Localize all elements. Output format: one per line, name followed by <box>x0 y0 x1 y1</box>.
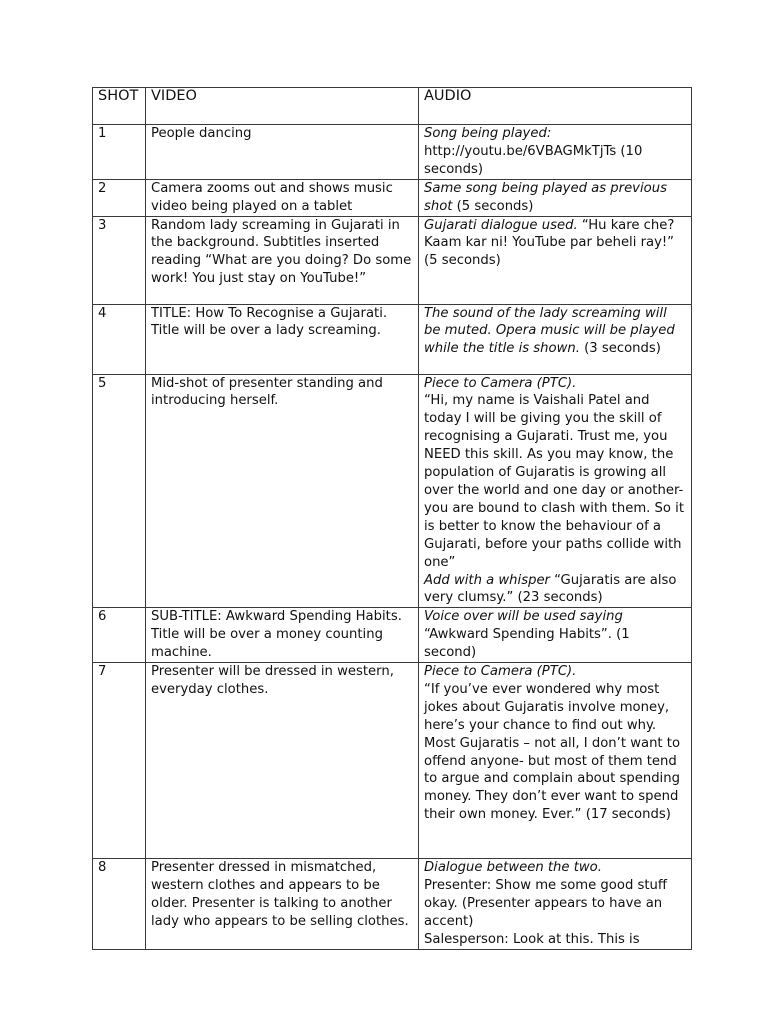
audio-text: Presenter: Show me some good stuff okay. (Presenter appears to have an accent) <box>424 877 667 929</box>
table-row <box>93 859 692 950</box>
audio-text: “Gujaratis are also very clumsy.” (23 seconds) <box>424 572 677 606</box>
video-cell: Presenter dressed in mismatched, western clothes and appears to be older. Presenter is talking to another lady who appears to be selling clothes. <box>146 859 419 950</box>
table-row <box>93 304 692 374</box>
audio-direction: Voice over will be used saying <box>424 609 623 625</box>
table-row <box>93 179 692 216</box>
audio-text: “Awkward Spending Habits”. (1 second) <box>424 627 630 661</box>
audio-cell <box>419 608 692 663</box>
audio-text: “If you’ve ever wondered why most jokes about Gujaratis involve money, here’s your chance to find out why. Most Gujaratis – not all, I don’t want to offend anyone- but most of them tend to argue and complain about spending money. They don’t ever want to spend their own money. Ever.” (17 seconds) <box>424 681 681 823</box>
header-video: VIDEO <box>146 88 419 125</box>
audio-text: (3 seconds) <box>579 341 661 357</box>
audio-direction: Piece to Camera (PTC). <box>424 375 577 391</box>
shot-number: 5 <box>93 374 146 608</box>
video-cell: SUB-TITLE: Awkward Spending Habits. Title will be over a money counting machine. <box>146 608 419 663</box>
shot-number: 1 <box>93 125 146 180</box>
audio-cell <box>419 859 692 950</box>
shot-number: 2 <box>93 179 146 216</box>
shot-number: 6 <box>93 608 146 663</box>
audio-direction: The sound of the lady screaming will be muted. Opera music will be played while the title is shown. <box>424 305 675 357</box>
table-row <box>93 608 692 663</box>
video-cell: TITLE: How To Recognise a Gujarati. Title will be over a lady screaming. <box>146 304 419 374</box>
audio-text: “Hu kare che? Kaam kar ni! YouTube par beheli ray!” (5 seconds) <box>424 217 675 269</box>
audio-direction: Gujarati dialogue used. <box>424 217 578 233</box>
video-cell: Presenter will be dressed in western, everyday clothes. <box>146 663 419 859</box>
audio-cell <box>419 216 692 304</box>
audio-text: (5 seconds) <box>452 198 534 214</box>
audio-direction: Same song being played as previous shot <box>424 180 667 214</box>
audio-direction: Dialogue between the two. <box>424 860 602 876</box>
audio-direction: Piece to Camera (PTC). <box>424 664 577 680</box>
audio-cell <box>419 179 692 216</box>
audio-cell <box>419 663 692 859</box>
shot-number: 7 <box>93 663 146 859</box>
shot-number: 3 <box>93 216 146 304</box>
table-row <box>93 374 692 608</box>
video-cell: Camera zooms out and shows music video being played on a tablet <box>146 179 419 216</box>
header-shot: SHOT <box>93 88 146 125</box>
audio-cell <box>419 125 692 180</box>
shot-list-table <box>92 87 692 950</box>
audio-direction: Song being played: <box>424 126 552 141</box>
audio-cell <box>419 304 692 374</box>
table-row <box>93 125 692 180</box>
audio-text: Salesperson: Look at this. This is <box>424 931 640 947</box>
audio-direction: Add with a whisper <box>424 572 550 588</box>
audio-text: http://youtu.be/6VBAGMkTjTs (10 seconds) <box>424 143 643 177</box>
shot-number: 4 <box>93 304 146 374</box>
video-cell: Mid-shot of presenter standing and introducing herself. <box>146 374 419 608</box>
table-row <box>93 216 692 304</box>
table-header-row <box>93 88 692 125</box>
header-audio: AUDIO <box>419 88 692 125</box>
audio-cell <box>419 374 692 608</box>
video-cell: Random lady screaming in Gujarati in the background. Subtitles inserted reading “What are you doing? Do some work! You just stay on YouTube!” <box>146 216 419 304</box>
table-row <box>93 663 692 859</box>
shot-number: 8 <box>93 859 146 950</box>
video-cell: People dancing <box>146 125 419 180</box>
audio-text: “Hi, my name is Vaishali Patel and today I will be giving you the skill of recognising a Gujarati. Trust me, you NEED this skill. As you may know, the population of Gujaratis is growing all over the world and one day or another- you are bound to clash with them. So it is better to know the behaviour of a Gujarati, before your paths collide with one” <box>424 393 685 570</box>
